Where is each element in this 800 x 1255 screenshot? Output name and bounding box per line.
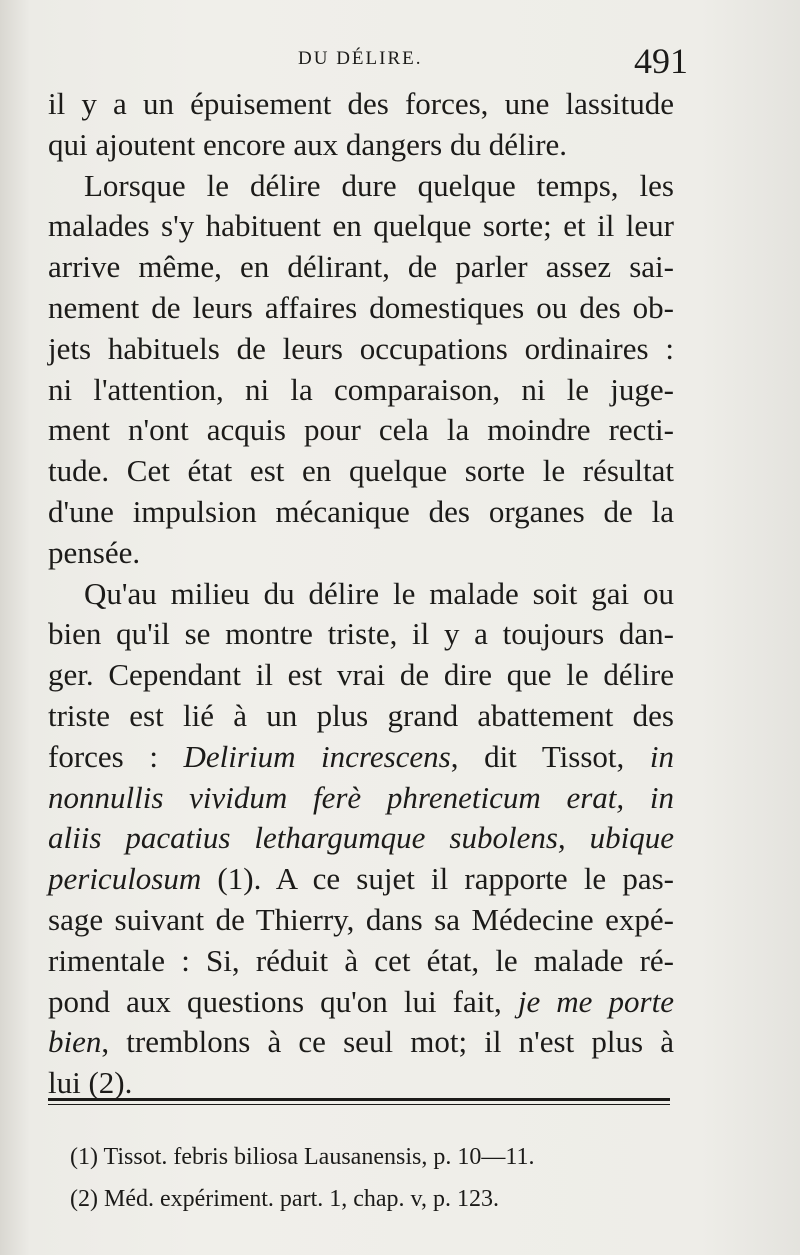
text-run: , tremblons à ce seul mot; il n'est plus à — [101, 1024, 674, 1060]
text-line — [48, 859, 674, 900]
latin-quote: Delirium increscens — [183, 738, 451, 774]
text-line: d'une impulsion mécanique des organes de la — [48, 493, 674, 529]
text-line: lui (2). — [48, 1065, 133, 1101]
quoted-phrase: bien — [48, 1024, 102, 1060]
text-line: jets habituels de leurs occupations ordinaires : — [48, 330, 674, 366]
footnotes — [70, 1136, 670, 1220]
text-line: pensée. — [48, 534, 141, 570]
text-line: qui ajoutent encore aux dangers du délire. — [48, 126, 568, 162]
text-line: Lorsque le délire dure quelque temps, les — [84, 167, 674, 203]
text-line: arrive même, en délirant, de parler assez sai- — [48, 249, 674, 285]
latin-quote: in — [649, 738, 674, 774]
text-line: triste est lié à un plus grand abattement des — [48, 697, 674, 733]
latin-quote: periculosum — [48, 861, 202, 897]
running-title: DU DÉLIRE. — [298, 48, 423, 69]
text-line — [48, 982, 674, 1023]
text-line: sage suivant de Thierry, dans sa Médecine expé- — [48, 901, 674, 937]
text-line: rimentale : Si, réduit à cet état, le malade ré- — [48, 942, 674, 978]
footnote-rule-thin — [48, 1104, 670, 1105]
text-line: ger. Cependant il est vrai de dire que le délire — [48, 657, 674, 693]
page-number: 491 — [634, 41, 688, 81]
latin-quote-line: aliis pacatius lethargumque subolens, ubique — [48, 820, 674, 856]
footnote: (2) Méd. expériment. part. 1, chap. v, p. 123. — [70, 1186, 499, 1212]
page-header — [48, 40, 688, 90]
text-run: forces : — [48, 738, 184, 774]
text-run: , dit Tissot, — [450, 738, 650, 774]
text-line: malades s'y habituent en quelque sorte; et il leur — [48, 208, 674, 244]
text-run: (1). A ce sujet il rapporte le pas- — [201, 861, 674, 897]
footnote: (1) Tissot. febris biliosa Lausanensis, p. 10—11. — [70, 1144, 535, 1170]
text-line: Qu'au milieu du délire le malade soit gai ou — [84, 575, 674, 611]
text-line — [48, 737, 674, 778]
text-line: ment n'ont acquis pour cela la moindre recti- — [48, 412, 674, 448]
text-line: nement de leurs affaires domestiques ou des ob- — [48, 289, 674, 325]
footnote-rule — [48, 1098, 670, 1101]
text-line: tude. Cet état est en quelque sorte le résultat — [48, 453, 674, 489]
text-line — [48, 1022, 674, 1063]
text-run: pond aux questions qu'on lui fait, — [48, 983, 518, 1019]
quoted-phrase: je me porte — [517, 983, 674, 1019]
text-line: bien qu'il se montre triste, il y a toujours dan- — [48, 616, 674, 652]
text-line: ni l'attention, ni la comparaison, ni le juge- — [48, 371, 674, 407]
body-text — [48, 84, 674, 1104]
text-line: il y a un épuisement des forces, une lassitude — [48, 86, 674, 121]
latin-quote-line: nonnullis vividum ferè phreneticum erat, in — [48, 779, 674, 815]
